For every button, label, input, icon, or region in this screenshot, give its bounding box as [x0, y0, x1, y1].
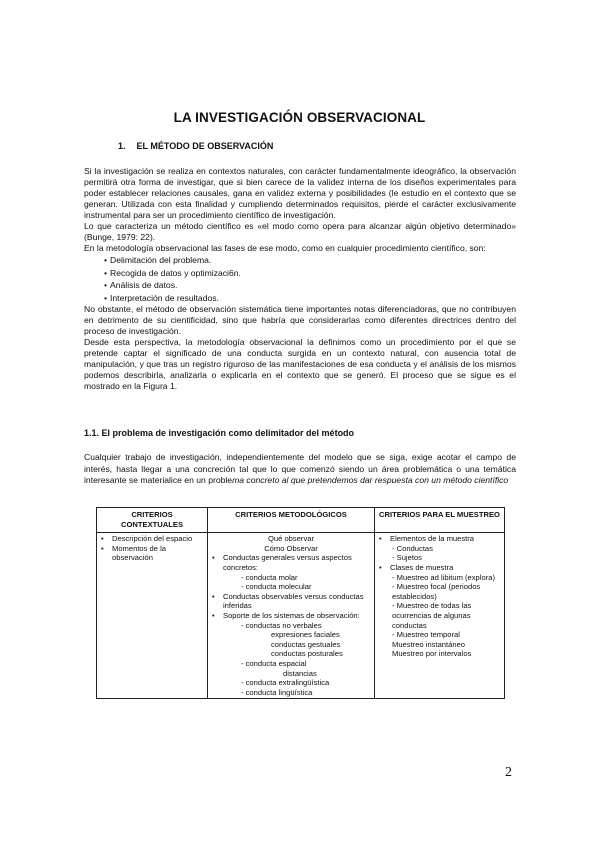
- table-text: expresiones faciales: [271, 630, 340, 640]
- section-number: 1.: [118, 141, 126, 151]
- paragraph: No obstante, el método de observación sistemática tiene importantes notas diferenciadoras, que no contribuyen en detrimento de su cientificidad, sino que habría que considerarlas como diferentes directrices dentro del proceso de investigación.: [84, 304, 516, 336]
- subsection-text: Cualquier trabajo de investigación, independientemente del modelo que se siga, exige acotar el campo de interés, hasta llegar a una concreción tal que lo que comenzó siendo un área problemática o una temática interesante se materialice en un proble: [84, 452, 516, 485]
- table-text: - conducta molar: [241, 572, 298, 582]
- list-item: • Momentos de la observación: [100, 544, 204, 563]
- list-item: • Interpretación de resultados.: [104, 292, 516, 305]
- subsection-heading: 1.1. El problema de investigación como delimitador del método: [84, 428, 355, 438]
- table-text: conductas posturales: [271, 649, 343, 659]
- phases-list: [84, 254, 516, 304]
- table-text: - conducta molecular: [241, 582, 312, 592]
- list-item: • Descripción del espacio: [100, 534, 204, 544]
- table-text: Muestreo instantáneo: [392, 639, 466, 649]
- paragraph: Si la investigación se realiza en contextos naturales, con carácter fundamentalmente ideográfico, la observación permitirá otra forma de investigar, que si bien carece de la validez interna de los diseños experimentales para poder establecer relaciones causales, gana en validez externa y posibilidades (le estudio en el contexto que se generan. Utilizada con esta finalidad y cumpliendo determinados requisitos, pierde el carácter exclusivamente instrumental para ser un procedimiento científico de investigación.: [84, 166, 516, 220]
- page-title: LA INVESTIGACIÓN OBSERVACIONAL: [173, 110, 426, 125]
- table-text: distancias: [283, 668, 317, 678]
- table-text: Muestreo por intervalos: [392, 649, 472, 659]
- table-row: [97, 533, 505, 699]
- table-text: - Conductas: [392, 543, 433, 553]
- methodological-criteria-cell: [208, 533, 375, 699]
- table-text: - conducta extralingüística: [241, 678, 330, 688]
- table-header: CRITERIOS PARA EL MUESTREO: [375, 508, 505, 533]
- table-text: - Sujetos: [392, 553, 422, 563]
- table-header: CRITERIOS CONTEXTUALES: [97, 508, 208, 533]
- list-item: • Recogida de datos y optimizaci6n.: [104, 267, 516, 280]
- table-text: - Muestreo ad libitum (explora): [392, 572, 495, 582]
- subsection-italic-text: ma concreto al que pretendemos dar respuesta con un método científico: [232, 475, 509, 485]
- table-text: - conducta lingüística: [241, 687, 313, 697]
- table-text: - conductas no verbales: [241, 620, 322, 630]
- table-text: - Muestreo de todas las ocurrencias de algunas conductas: [392, 601, 472, 630]
- section-heading: [118, 141, 273, 151]
- subsection-paragraph: [84, 452, 516, 487]
- list-item: • Análisis de datos.: [104, 279, 516, 292]
- list-item: • Conductas generales versus aspectos concretos:: [211, 553, 371, 572]
- table-header-row: [97, 508, 505, 533]
- table-text: - conducta espacial: [241, 658, 307, 668]
- paragraph: Desde esta perspectiva, la metodología observacional la definimos como un procedimiento por el que se pretende captar el significado de una conducta surgida en un contexto natural, con ausencia total de manipulación, y que tras un registro riguroso de las manifestaciones de esa conducta y el análisis de los mismos podemos describirla, analizarla o explicarla en el contexto que se generó. El proceso que se sigue es el mostrado en la Figura 1.: [84, 337, 516, 391]
- paragraph: En la metodología observacional las fases de ese modo, como en cualquier procedimiento científico, son:: [84, 243, 486, 253]
- table-text: Qué observar: [267, 534, 314, 544]
- page-number: 2: [505, 765, 512, 780]
- list-item: • Clases de muestra: [378, 563, 501, 573]
- paragraph: Lo que caracteriza un método científico es «el modo como opera para alcanzar algún objetivo determinado» (Bunge, 1979: 22).: [84, 221, 516, 242]
- criteria-table: [96, 507, 505, 699]
- section-heading-text: EL MÉTODO DE OBSERVACIÓN: [136, 141, 274, 151]
- table-text: - Muestreo temporal: [392, 630, 460, 640]
- table-header: CRITERIOS METODOLÓGICOS: [208, 508, 375, 533]
- table-text: conductas gestuales: [271, 639, 341, 649]
- sampling-criteria-cell: [375, 533, 505, 699]
- contextual-criteria-cell: [97, 533, 208, 699]
- list-item: • Elementos de la muestra: [378, 534, 501, 544]
- body-text: [84, 166, 516, 392]
- list-item: • Soporte de los sistemas de observación:: [211, 611, 371, 621]
- table-text: Cómo Observar: [264, 543, 318, 553]
- list-item: • Delimitación del problema.: [104, 254, 516, 267]
- table-text: - Muestreo focal (periodos establecidos): [392, 582, 481, 601]
- list-item: • Conductas observables versus conductas inferidas: [211, 592, 371, 611]
